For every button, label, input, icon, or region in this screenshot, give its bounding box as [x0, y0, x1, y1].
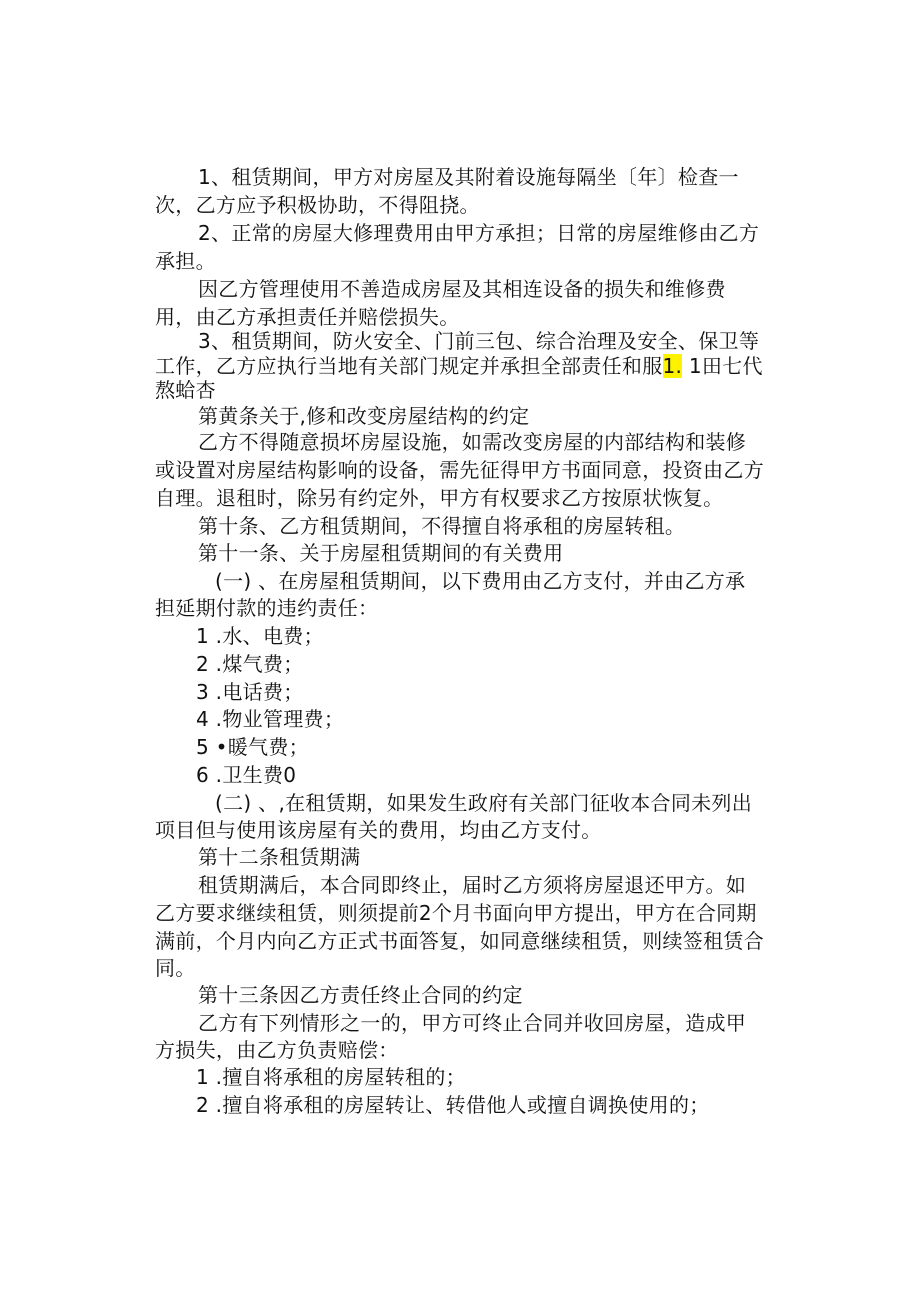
clause-3-line-2 [155, 353, 763, 379]
fee-list-item: 6 .卫生费0 [196, 763, 297, 787]
fee-list-item: 5 •暖气费； [196, 735, 309, 759]
clause-1-line-2: 次，乙方应予积极协助，不得阻挠。 [155, 193, 480, 217]
termination-list-item: 1 .擅自将承租的房屋转租的； [196, 1065, 466, 1089]
fee-list-item: 1 .水、电费； [196, 624, 324, 648]
article-10: 第十条、乙方租赁期间，不得擅自将承租的房屋转租。 [198, 514, 686, 538]
fee-list-item: 3 .电话费； [196, 680, 304, 704]
clause-3-line-2-text: 工作，乙方应执行当地有关部门规定并承担全部责任和服 [155, 354, 663, 378]
article-11-item-1-line-1: (一) 、在房屋租赁期间，以下费用由乙方支付，并由乙方承 [215, 569, 746, 593]
termination-list-item: 2 .擅自将承租的房屋转让、转借他人或擅自调换使用的； [196, 1093, 710, 1117]
clause-3-line-2-tail: 1田七代 [682, 354, 763, 378]
article-12-line-1: 租赁期满后，本合同即终止，届时乙方须将房屋退还甲方。如 [198, 873, 747, 897]
article-9-line-2: 或设置对房屋结构影响的设备，需先征得甲方书面同意，投资由乙方 [155, 458, 764, 482]
article-12-heading: 第十二条租赁期满 [198, 845, 361, 869]
damage-paragraph-line-1: 因乙方管理使用不善造成房屋及其相连设备的损失和维修费 [198, 277, 726, 301]
article-11-item-2-line-1: (二) 、,在租赁期，如果发生政府有关部门征收本合同未列出 [215, 791, 753, 815]
clause-2-line-2: 承担。 [155, 249, 216, 273]
article-13-line-1: 乙方有下列情形之一的，甲方可终止合同并收回房屋，造成甲 [198, 1011, 747, 1035]
article-12-line-3: 满前，个月内向乙方正式书面答复，如同意继续租赁，则续签租赁合 [155, 929, 764, 953]
article-12-line-2: 乙方要求继续租赁，则须提前2个月书面向甲方提出，甲方在合同期 [155, 901, 757, 925]
clause-2-line-1: 2、正常的房屋大修理费用由甲方承担；日常的房屋维修由乙方 [198, 221, 760, 245]
article-11-heading: 第十一条、关于房屋租赁期间的有关费用 [198, 541, 564, 565]
article-11-item-1-line-2: 担延期付款的违约责任： [155, 596, 379, 620]
article-13-heading: 第十三条因乙方责任终止合同的约定 [198, 983, 523, 1007]
fee-list-item: 2 .煤气费； [196, 652, 304, 676]
clause-3-line-3: 熬蛤杏 [155, 378, 216, 402]
clause-1-line-1: 1、租赁期间，甲方对房屋及其附着设施每隔坐〔年〕检查一 [198, 165, 739, 189]
article-13-line-2: 方损失，由乙方负责赔偿： [155, 1038, 399, 1062]
damage-paragraph-line-2: 用，由乙方承担责任并赔偿损失。 [155, 305, 460, 329]
article-12-line-4: 同。 [155, 956, 196, 980]
clause-3-line-1: 3、租赁期间，防火安全、门前三包、综合治理及安全、保卫等 [198, 329, 760, 353]
article-11-item-2-line-2: 项目但与使用该房屋有关的费用，均由乙方支付。 [155, 818, 602, 842]
article-9-line-1: 乙方不得随意损坏房屋设施，如需改变房屋的内部结构和装修 [198, 430, 747, 454]
highlighted-text: 1. [662, 354, 683, 378]
article-9-heading: 第黄条关于,修和改变房屋结构的约定 [198, 404, 530, 428]
fee-list-item: 4 .物业管理费； [196, 707, 345, 731]
article-9-line-3: 自理。退租时，除另有约定外，甲方有权要求乙方按原状恢复。 [155, 486, 724, 510]
